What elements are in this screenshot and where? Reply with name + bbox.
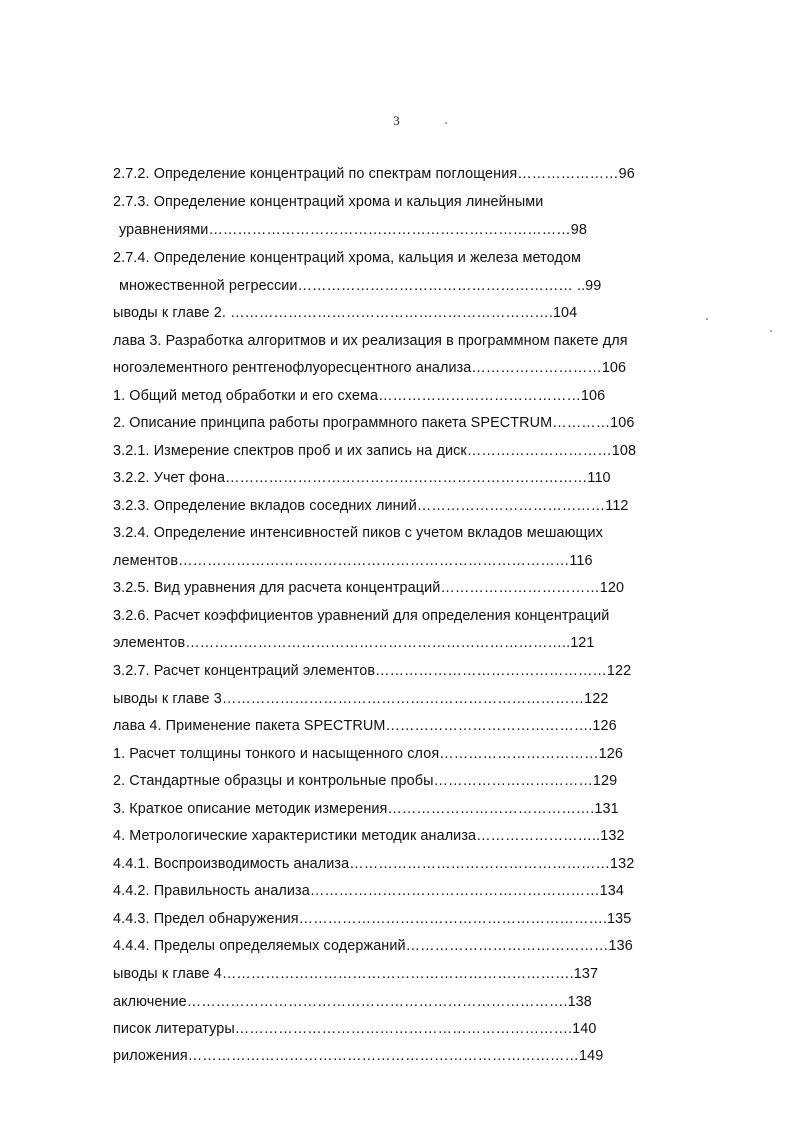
toc-line: ыводы к главе 2. ………………………………………………………….104 [113, 305, 578, 321]
toc-line: 3.2.6. Расчет коэффициентов уравнений для определения концентраций [113, 608, 610, 624]
toc-line: 3. Краткое описание методик измерения…………………………………….131 [113, 801, 619, 817]
toc-line: 4.4.1. Воспроизводимость анализа………………………………………………132 [113, 856, 635, 872]
toc-line: 2.7.2. Определение концентраций по спектрам поглощения…………………96 [113, 166, 635, 182]
toc-line: писок литературы…………………………………………………………….140 [113, 1021, 597, 1037]
toc-line: 4. Метрологические характеристики методик анализа……………………..132 [113, 828, 625, 844]
toc-line: 3.2.4. Определение интенсивностей пиков с учетом вкладов мешающих [113, 525, 603, 541]
toc-line: лава 3. Разработка алгоритмов и их реализация в программном пакете для [113, 333, 628, 349]
toc-line: 1. Расчет толщины тонкого и насыщенного слоя……………………………126 [113, 746, 623, 762]
toc-line: 3.2.7. Расчет концентраций элементов…………………………………………122 [113, 663, 632, 679]
toc-line: 2.7.3. Определение концентраций хрома и кальция линейными [113, 194, 544, 210]
toc-line: 4.4.4. Пределы определяемых содержаний……………………………………136 [113, 938, 633, 954]
toc-line: 2. Описание принципа работы программного пакета SPECTRUM…………106 [113, 415, 635, 431]
toc-line: 3.2.5. Вид уравнения для расчета концентраций……………………………120 [113, 580, 625, 596]
toc-line: 4.4.2. Правильность анализа……………………………………………………134 [113, 883, 624, 899]
toc-line: 4.4.3. Предел обнаружения……………………………………………………….135 [113, 911, 632, 927]
toc-line: аключение…………………………………………………………………….138 [113, 994, 592, 1010]
toc-line: 3.2.1. Измерение спектров проб и их запись на диск…………………………108 [113, 443, 637, 459]
toc-line: 3.2.3. Определение вкладов соседних линий…………………………………112 [113, 498, 629, 514]
toc-line: уравнениями…………………………………………………………………98 [119, 222, 587, 238]
toc-line: лементов………………………………………………………………………116 [113, 553, 593, 569]
toc-line: 2. Стандартные образцы и контрольные пробы……………………………129 [113, 773, 618, 789]
toc-line: риложения………………………………………………………………………149 [113, 1048, 604, 1064]
toc-line: множественной регрессии………………………………………………… ..99 [119, 278, 602, 294]
toc-line: 2.7.4. Определение концентраций хрома, кальция и железа методом [113, 250, 582, 266]
toc-line: лава 4. Применение пакета SPECTRUM…………………………………….126 [113, 718, 617, 734]
scan-speck [706, 318, 708, 320]
toc-line: ыводы к главе 4……………………………………………………………….137 [113, 966, 599, 982]
toc-line: 3.2.2. Учет фона…………………………………………………………………110 [113, 470, 611, 486]
toc-line: элементов……………………………………………………………………..121 [113, 635, 595, 651]
scan-speck [445, 122, 447, 124]
toc-line: ногоэлементного рентгенофлуоресцентного анализа………………………106 [113, 360, 627, 376]
toc-line: 1. Общий метод обработки и его схема……………………………………106 [113, 388, 606, 404]
toc-line: ыводы к главе 3…………………………………………………………………122 [113, 691, 609, 707]
page-number: 3 [393, 113, 400, 128]
scan-speck [770, 330, 772, 332]
